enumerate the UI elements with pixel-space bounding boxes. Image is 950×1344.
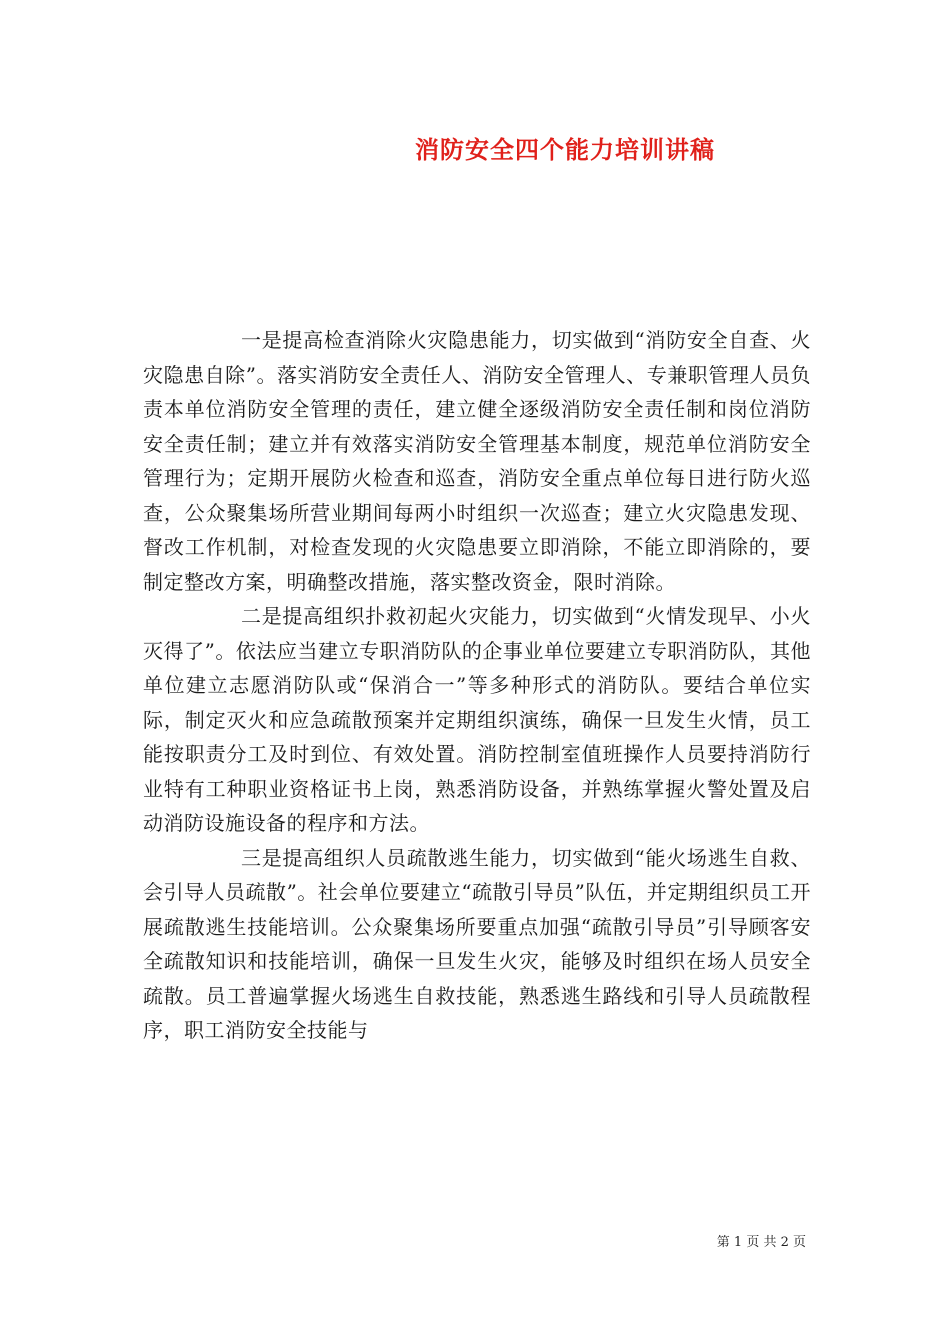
document-title: 消防安全四个能力培训讲稿	[415, 135, 715, 164]
paragraph-1: 一是提高检查消除火灾隐患能力，切实做到“消防安全自查、火灾隐患自除”。落实消防安全责任人、消防安全管理人、专兼职管理人员负责本单位消防安全管理的责任，建立健全逐级消防安全责任制和岗位消防安全责任制；建立并有效落实消防安全管理基本制度，规范单位消防安全管理行为；定期开展防火检查和巡查，消防安全重点单位每日进行防火巡查，公众聚集场所营业期间每两小时组织一次巡查；建立火灾隐患发现、督改工作机制，对检查发现的火灾隐患要立即消除，不能立即消除的，要制定整改方案，明确整改措施，落实整改资金，限时消除。	[143, 328, 811, 594]
page-footer: 第 1 页 共 2 页	[716, 1235, 806, 1250]
paragraph-2: 二是提高组织扑救初起火灾能力，切实做到“火情发现早、小火灭得了”。依法应当建立专职消防队的企事业单位要建立专职消防队，其他单位建立志愿消防队或“保消合一”等多种形式的消防队。要结合单位实际，制定灭火和应急疏散预案并定期组织演练，确保一旦发生火情，员工能按职责分工及时到位、有效处置。消防控制室值班操作人员要持消防行业特有工种职业资格证书上岗，熟悉消防设备，并熟练掌握火警处置及启动消防设施设备的程序和方法。	[143, 604, 811, 835]
paragraph-3: 三是提高组织人员疏散逃生能力，切实做到“能火场逃生自救、会引导人员疏散”。社会单位要建立“疏散引导员”队伍，并定期组织员工开展疏散逃生技能培训。公众聚集场所要重点加强“疏散引导员”引导顾客安全疏散知识和技能培训，确保一旦发生火灾，能够及时组织在场人员安全疏散。员工普遍掌握火场逃生自救技能，熟悉逃生路线和引导人员疏散程序，职工消防安全技能与	[143, 845, 811, 1042]
document-body	[143, 323, 811, 1048]
